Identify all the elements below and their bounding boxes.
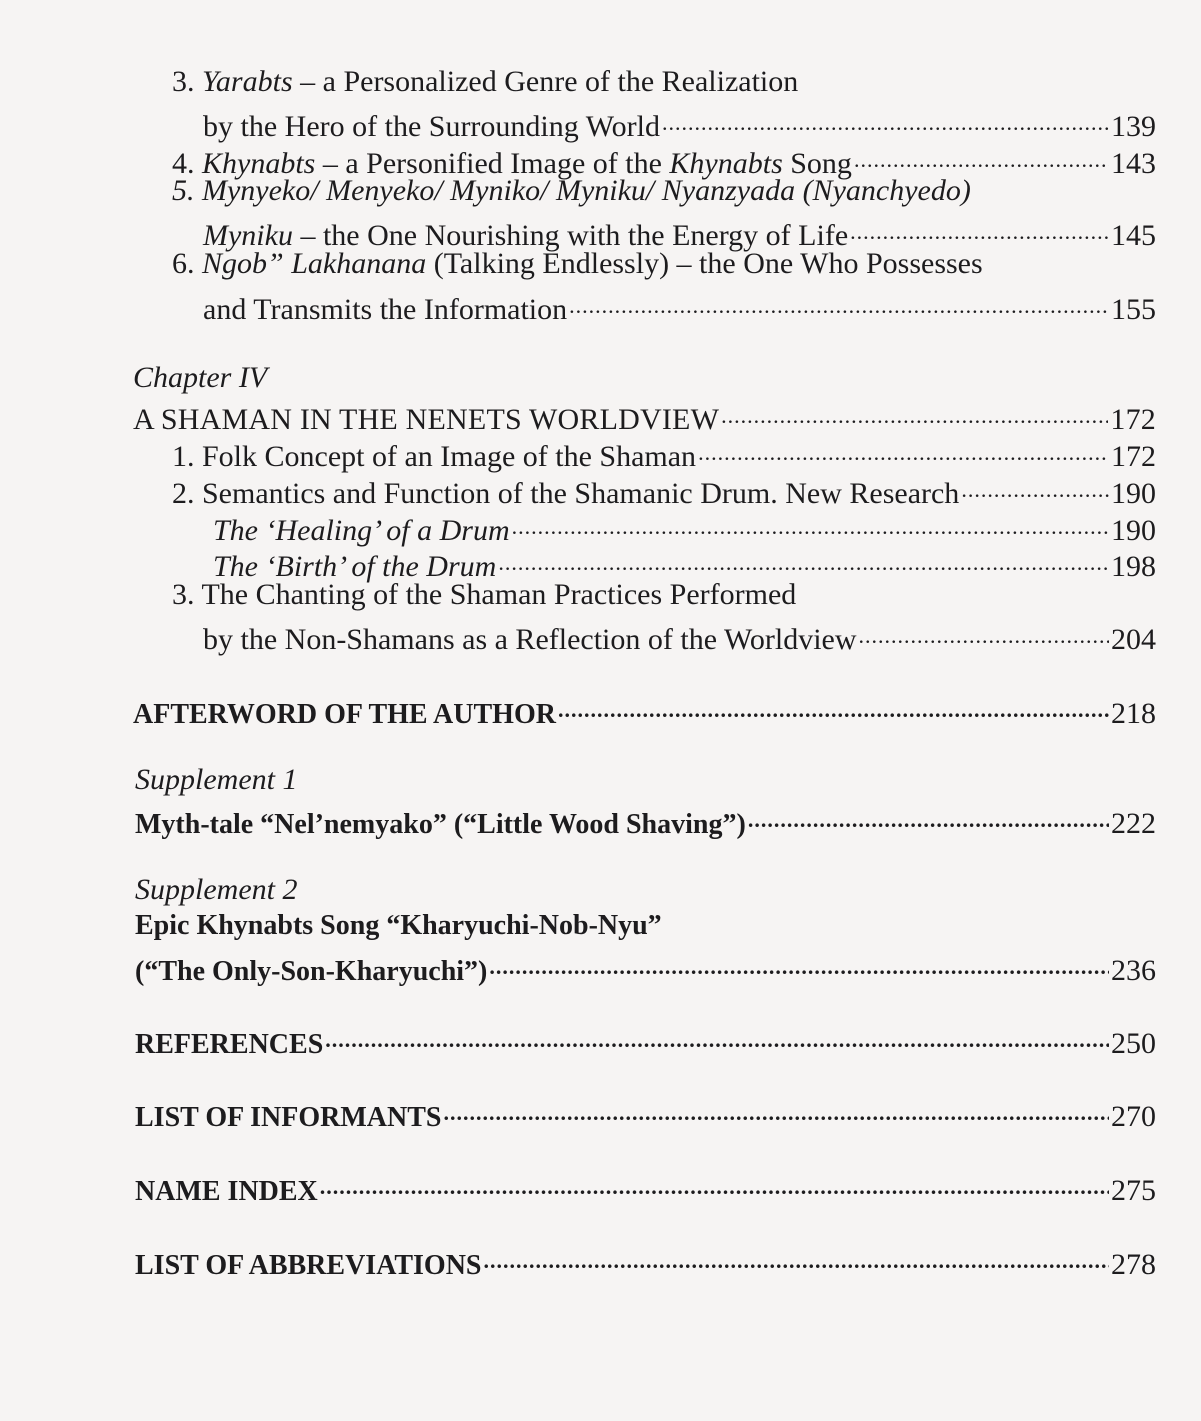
dot-leader bbox=[961, 467, 1109, 503]
dot-leader bbox=[721, 393, 1108, 429]
entry-text: by the Non-Shamans as a Reflection of the Worldview bbox=[203, 623, 857, 656]
toc-entry-informants[interactable] bbox=[135, 1090, 1156, 1133]
dot-leader bbox=[859, 613, 1109, 649]
toc-entry-folk-concept[interactable] bbox=[172, 430, 1156, 473]
entry-title: AFTERWORD OF THE AUTHOR bbox=[133, 699, 556, 730]
page-number: 275 bbox=[1111, 1174, 1156, 1207]
chapter-label: Chapter IV bbox=[133, 361, 268, 394]
page-number: 218 bbox=[1111, 697, 1156, 730]
toc-entry-name-index[interactable] bbox=[135, 1164, 1156, 1207]
page-number: 190 bbox=[1111, 477, 1156, 510]
entry-text: The ‘Healing’ of a Drum bbox=[213, 514, 510, 547]
dot-leader bbox=[444, 1090, 1110, 1126]
dot-leader bbox=[850, 209, 1109, 245]
toc-entry-supplement-2-line1: Epic Khynabts Song “Kharyuchi-Nob-Nyu” bbox=[135, 910, 662, 941]
entry-title: (“The Only-Son-Kharyuchi”) bbox=[135, 956, 488, 987]
entry-number: 6. bbox=[172, 247, 195, 280]
toc-entry-ngob-line1 bbox=[172, 246, 983, 282]
page-number: 172 bbox=[1110, 403, 1156, 436]
page-number: 198 bbox=[1111, 550, 1156, 583]
dot-leader bbox=[558, 687, 1109, 723]
toc-entry-yarabts-line1 bbox=[172, 64, 798, 100]
entry-text: 1. Folk Concept of an Image of the Shaman bbox=[172, 440, 697, 473]
toc-entry-khynabts[interactable] bbox=[172, 137, 1156, 180]
page-number: 222 bbox=[1111, 807, 1156, 840]
entry-title: LIST OF INFORMANTS bbox=[135, 1102, 442, 1133]
dot-leader bbox=[498, 540, 1109, 576]
toc-entry-afterword[interactable] bbox=[133, 687, 1156, 730]
supplement-2-label: Supplement 2 bbox=[135, 873, 298, 906]
page-number: 139 bbox=[1111, 110, 1156, 143]
page-number: 278 bbox=[1111, 1248, 1156, 1281]
toc-entry-yarabts[interactable] bbox=[203, 100, 1156, 143]
dot-leader bbox=[698, 430, 1109, 466]
dot-leader bbox=[484, 1238, 1110, 1274]
page-number: 145 bbox=[1111, 219, 1156, 252]
dot-leader bbox=[320, 1164, 1109, 1200]
dot-leader bbox=[489, 944, 1109, 980]
toc-entry-healing[interactable] bbox=[213, 504, 1156, 547]
toc-entry-birth[interactable] bbox=[213, 540, 1156, 583]
toc-entry-chanting[interactable] bbox=[203, 613, 1156, 656]
supplement-1-label: Supplement 1 bbox=[135, 763, 298, 796]
toc-entry-chapter-4[interactable] bbox=[133, 393, 1156, 436]
dot-leader bbox=[512, 504, 1109, 540]
entry-text: Myniku – the One Nourishing with the Energy of Life bbox=[203, 219, 849, 252]
entry-title: REFERENCES bbox=[135, 1029, 324, 1060]
dot-leader bbox=[854, 137, 1109, 173]
entry-italic-term: Yarabts bbox=[202, 65, 293, 98]
dot-leader bbox=[748, 797, 1109, 833]
toc-entry-mynyeko-line1 bbox=[172, 173, 971, 209]
page-number: 172 bbox=[1111, 440, 1156, 473]
entry-title: LIST OF ABBREVIATIONS bbox=[135, 1250, 482, 1281]
entry-text: 2. Semantics and Function of the Shamanic Drum. New Research bbox=[172, 477, 960, 510]
page-number: 190 bbox=[1111, 514, 1156, 547]
toc-entry-mynyeko[interactable] bbox=[203, 209, 1156, 252]
entry-title: NAME INDEX bbox=[135, 1176, 318, 1207]
dot-leader bbox=[569, 283, 1109, 319]
dot-leader bbox=[662, 100, 1109, 136]
toc-entry-supplement-1[interactable] bbox=[135, 797, 1156, 840]
page-number: 250 bbox=[1111, 1027, 1156, 1060]
entry-text: by the Hero of the Surrounding World bbox=[203, 110, 660, 143]
entry-italic-term: 5. Mynyeko/ Menyeko/ Myniko/ Myniku/ Nyanzyada (Nyanchyedo) bbox=[172, 174, 971, 207]
toc-entry-supplement-2[interactable] bbox=[135, 944, 1156, 987]
entry-text: 4. Khynabts – a Personified Image of the Khynabts Song bbox=[172, 147, 852, 180]
entry-text: and Transmits the Information bbox=[203, 293, 568, 326]
page-number: 270 bbox=[1111, 1100, 1156, 1133]
chapter-title: A SHAMAN IN THE NENETS WORLDVIEW bbox=[133, 403, 720, 436]
toc-entry-ngob[interactable] bbox=[203, 283, 1156, 326]
page-number: 155 bbox=[1111, 293, 1156, 326]
entry-text: – a Personalized Genre of the Realization bbox=[292, 65, 799, 98]
entry-number: 3. bbox=[172, 65, 195, 98]
toc-entry-semantics[interactable] bbox=[172, 467, 1156, 510]
toc-entry-chanting-line1: 3. The Chanting of the Shaman Practices Performed bbox=[172, 578, 797, 611]
dot-leader bbox=[325, 1017, 1109, 1053]
toc-entry-abbreviations[interactable] bbox=[135, 1238, 1156, 1281]
entry-title: Myth-tale “Nel’nemyako” (“Little Wood Shaving”) bbox=[135, 809, 746, 840]
entry-italic-term: Ngob” Lakhanana bbox=[202, 247, 427, 280]
toc-entry-references[interactable] bbox=[135, 1017, 1156, 1060]
entry-text: The ‘Birth’ of the Drum bbox=[213, 550, 497, 583]
page-number: 236 bbox=[1111, 954, 1156, 987]
entry-text: (Talking Endlessly) – the One Who Possesses bbox=[426, 247, 983, 280]
page-number: 143 bbox=[1111, 147, 1156, 180]
page-number: 204 bbox=[1111, 623, 1156, 656]
